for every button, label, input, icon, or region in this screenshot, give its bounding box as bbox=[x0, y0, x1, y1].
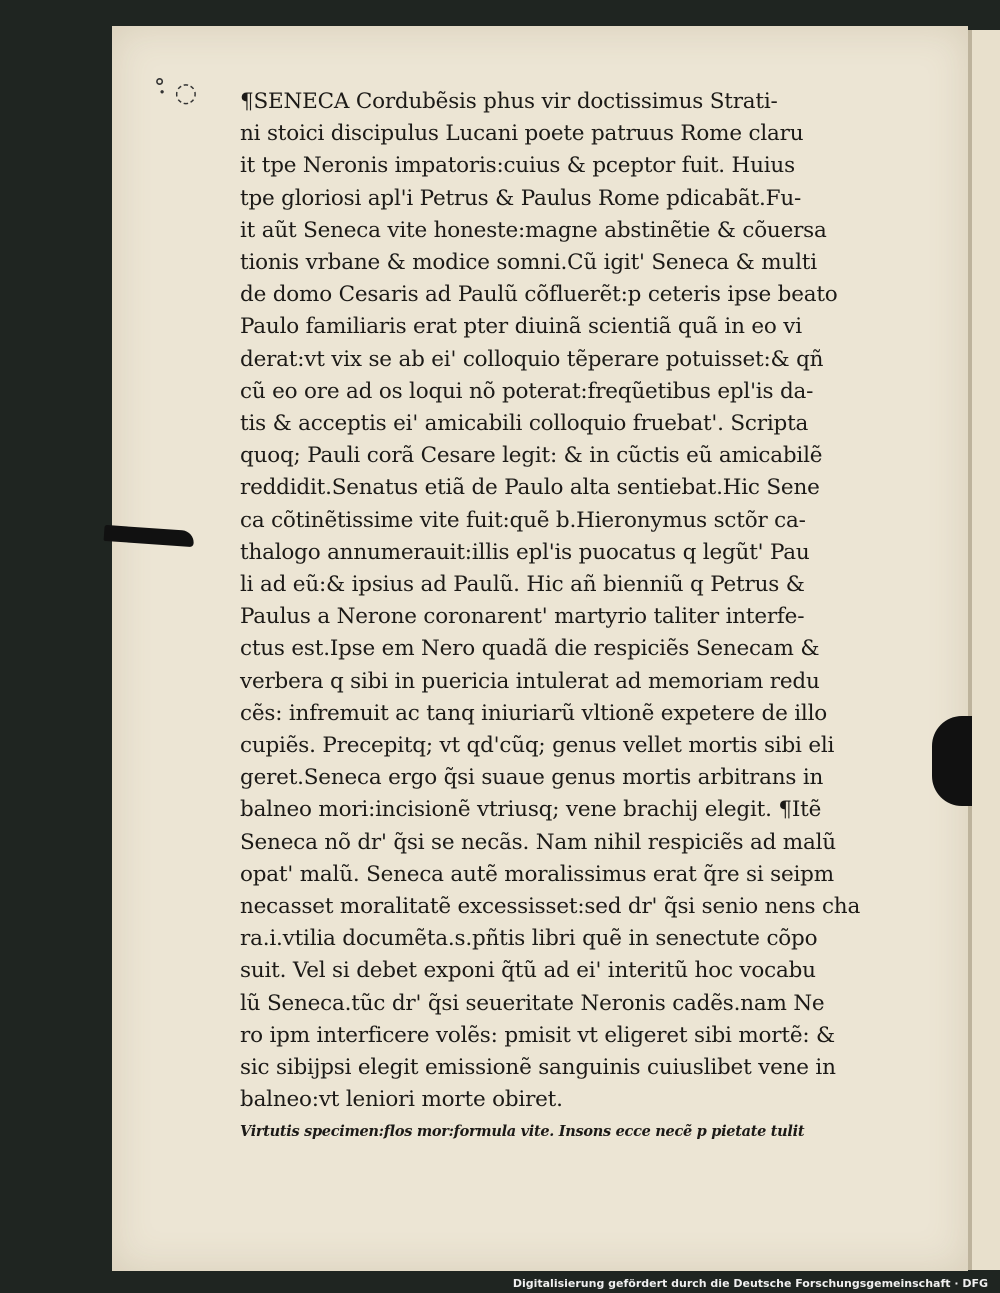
text-line: ctus est.Ipse em Nero quadã die respiciẽs Senecam & bbox=[240, 636, 820, 662]
text-line: cupiẽs. Precepitq; vt qd'cũq; genus vellet mortis sibi eli bbox=[240, 733, 835, 759]
ink-stain-right bbox=[932, 716, 972, 806]
text-line: ca cõtinẽtissime vite fuit:quẽ b.Hieronymus sctõr ca- bbox=[240, 507, 806, 533]
text-line: suit. Vel si debet exponi q̃tũ ad ei' interitũ hoc vocabu bbox=[240, 958, 816, 984]
text-line: Paulo familiaris erat pter diuinã scientiã quã in eo vi bbox=[240, 314, 802, 340]
text-line: reddidit.Senatus etiã de Paulo alta sentiebat.Hic Sene bbox=[240, 475, 820, 501]
text-line: quoq; Pauli corã Cesare legit: & in cũctis eũ amicabilẽ bbox=[240, 443, 823, 469]
text-line: Paulus a Nerone coronarent' martyrio taliter interfe- bbox=[240, 604, 805, 630]
text-line: cẽs: infremuit ac tanq iniuriarũ vltionẽ expetere de illo bbox=[240, 700, 828, 726]
text-line: cũ eo ore ad os loqui nõ poterat:freqũetibus epl'is da- bbox=[240, 378, 814, 404]
digitization-credit: Digitalisierung gefördert durch die Deutsche Forschungsgemeinschaft · DFG bbox=[512, 1277, 988, 1290]
text-line: it aũt Seneca vite honeste:magne abstinẽtie & cõuersa bbox=[240, 217, 827, 243]
text-line: Seneca nõ dr' q̃si se necãs. Nam nihil respiciẽs ad malũ bbox=[240, 829, 836, 855]
text-line: ni stoici discipulus Lucani poete patruus Rome claru bbox=[240, 121, 804, 147]
text-line: sic sibijpsi elegit emissionẽ sanguinis cuiuslibet vene in bbox=[240, 1055, 836, 1081]
text-line: necasset moralitatẽ excessisset:sed dr' q̃si senio nens cha bbox=[240, 894, 861, 920]
footer-verse: Virtutis specimen:flos mor:formula vite. Insons ecce necẽ p pietate tulit bbox=[240, 1122, 805, 1140]
text-line: tpe gloriosi apl'i Petrus & Paulus Rome pdicabãt.Fu- bbox=[240, 185, 802, 211]
text-line: ¶SENECA Cordubẽsis phus vir doctissimus Strati- bbox=[240, 89, 778, 114]
text-line: ro ipm interficere volẽs: pmisit vt eligeret sibi mortẽ: & bbox=[240, 1022, 835, 1048]
page-fold bbox=[968, 30, 972, 1270]
text-line: derat:vt vix se ab ei' colloquio tẽperare potuisset:& qñ bbox=[240, 346, 824, 372]
margin-scribble-icon: ·̊ ◌ bbox=[158, 78, 198, 108]
text-line: opat' malũ. Seneca autẽ moralissimus erat q̃re si seipm bbox=[240, 861, 834, 887]
text-line: balneo:vt leniori morte obiret. bbox=[240, 1087, 563, 1113]
text-line: verbera q sibi in puericia intulerat ad memoriam redu bbox=[240, 668, 820, 694]
page-text bbox=[240, 86, 880, 1140]
text-line: it tpe Neronis impatoris:cuius & pceptor fuit. Huius bbox=[240, 153, 795, 179]
text-line: balneo mori:incisionẽ vtriusq; vene brachij elegit. ¶Itẽ bbox=[240, 797, 822, 823]
text-line: tis & acceptis ei' amicabili colloquio fruebat'. Scripta bbox=[240, 411, 809, 437]
text-line: thalogo annumerauit:illis epl'is puocatus q legũt' Pau bbox=[240, 539, 810, 565]
text-line: li ad eũ:& ipsius ad Paulũ. Hic añ bienniũ q Petrus & bbox=[240, 572, 805, 598]
text-line: ra.i.vtilia documẽta.s.pñtis libri quẽ in senectute cõpo bbox=[240, 926, 818, 952]
text-line: de domo Cesaris ad Paulũ cõfluerẽt:p ceteris ipse beato bbox=[240, 282, 838, 308]
text-line: lũ Seneca.tũc dr' q̃si seueritate Neronis cadẽs.nam Ne bbox=[240, 990, 825, 1016]
text-line: tionis vrbane & modice somni.Cũ igit' Seneca & multi bbox=[240, 250, 817, 276]
text-line: geret.Seneca ergo q̃si suaue genus mortis arbitrans in bbox=[240, 765, 824, 791]
